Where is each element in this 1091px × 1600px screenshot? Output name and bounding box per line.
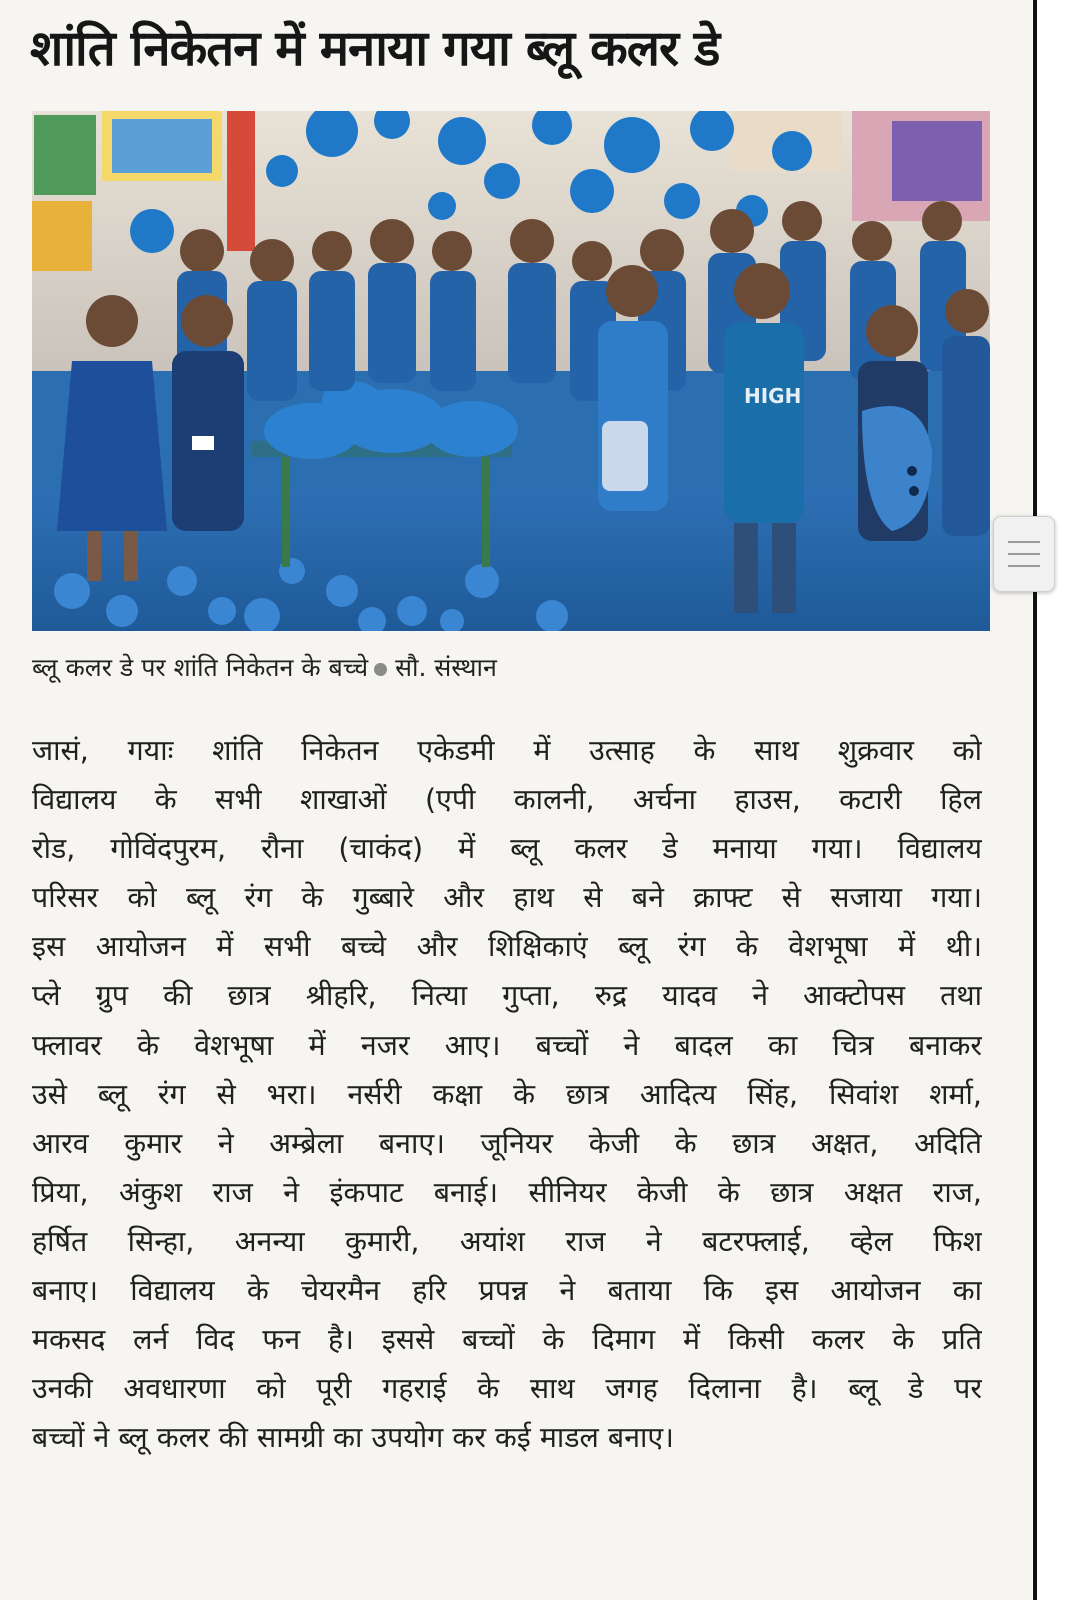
body-line: उसे ब्लू रंग से भरा। नर्सरी कक्षा के छात्र आदित्य सिंह, सिवांश शर्मा, (32, 1077, 982, 1111)
body-line: प्ले ग्रुप की छात्र श्रीहरि, नित्या गुप्ता, रुद्र यादव ने आक्टोपस तथा (32, 979, 982, 1013)
wall-chart (892, 121, 982, 201)
craft-pile (264, 381, 518, 459)
body-line: जासं, गयाः शांति निकेतन एकेडमी में उत्साह के साथ शुक्रवार को (32, 734, 982, 767)
table-leg (282, 457, 290, 567)
body-line: बनाए। विद्यालय के चेयरमैन हरि प्रपन्न ने बताया कि इस आयोजन का (32, 1274, 982, 1308)
wall-chart (34, 115, 96, 195)
menu-lines-icon (1008, 565, 1040, 567)
caption-text: ब्लू कलर डे पर शांति निकेतन के बच्चे (32, 653, 369, 682)
photo-caption (32, 648, 990, 688)
wall-chart (32, 201, 92, 271)
page-edge-rule (1033, 0, 1037, 1600)
body-line: फ्लावर के वेशभूषा में नजर आए। बच्चों ने बादल का चित्र बनाकर (32, 1028, 982, 1062)
article-body (32, 726, 982, 1462)
wall-chart (112, 119, 212, 173)
body-line: प्रिया, अंकुश राज ने इंकपाट बनाई। सीनियर केजी के छात्र अक्षत राज, (32, 1175, 982, 1209)
bullet-dot-icon (374, 663, 387, 676)
body-line: उनकी अवधारणा को पूरी गहराई के साथ जगह दिलाना है। ब्लू डे पर (32, 1372, 982, 1406)
side-panel-handle[interactable] (993, 516, 1055, 592)
body-line: बच्चों ने ब्लू कलर की सामग्री का उपयोग कर कई माडल बनाए। (32, 1421, 674, 1455)
menu-lines-icon (1008, 541, 1040, 543)
headline: शांति निकेतन में मनाया गया ब्लू कलर डे (30, 20, 720, 77)
caption-credit: सौ. संस्थान (395, 653, 497, 682)
wall-strip (227, 111, 255, 251)
shirt-print: HIGH (744, 384, 802, 408)
photo-illustration (32, 111, 990, 631)
table-leg (482, 457, 490, 567)
news-photo (32, 111, 990, 631)
body-line: हर्षित सिन्हा, अनन्या कुमारी, अयांश राज ने बटरफ्लाई, व्हेल फिश (32, 1224, 982, 1258)
body-line: इस आयोजन में सभी बच्चे और शिक्षिकाएं ब्लू रंग के वेशभूषा में थी। (32, 930, 982, 964)
body-line: आरव कुमार ने अम्ब्रेला बनाए। जूनियर केजी के छात्र अक्षत, अदिति (32, 1126, 982, 1160)
body-line: रोड, गोविंदपुरम, रौना (चाकंद) में ब्लू कलर डे मनाया गया। विद्यालय (32, 832, 982, 866)
menu-lines-icon (1008, 553, 1040, 555)
body-line: विद्यालय के सभी शाखाओं (एपी कालनी, अर्चना हाउस, कटारी हिल (32, 783, 982, 817)
body-line: मकसद लर्न विद फन है। इससे बच्चों के दिमाग में किसी कलर के प्रति (32, 1323, 982, 1357)
body-line: परिसर को ब्लू रंग के गुब्बारे और हाथ से बने क्राफ्ट से सजाया गया। (32, 881, 982, 915)
